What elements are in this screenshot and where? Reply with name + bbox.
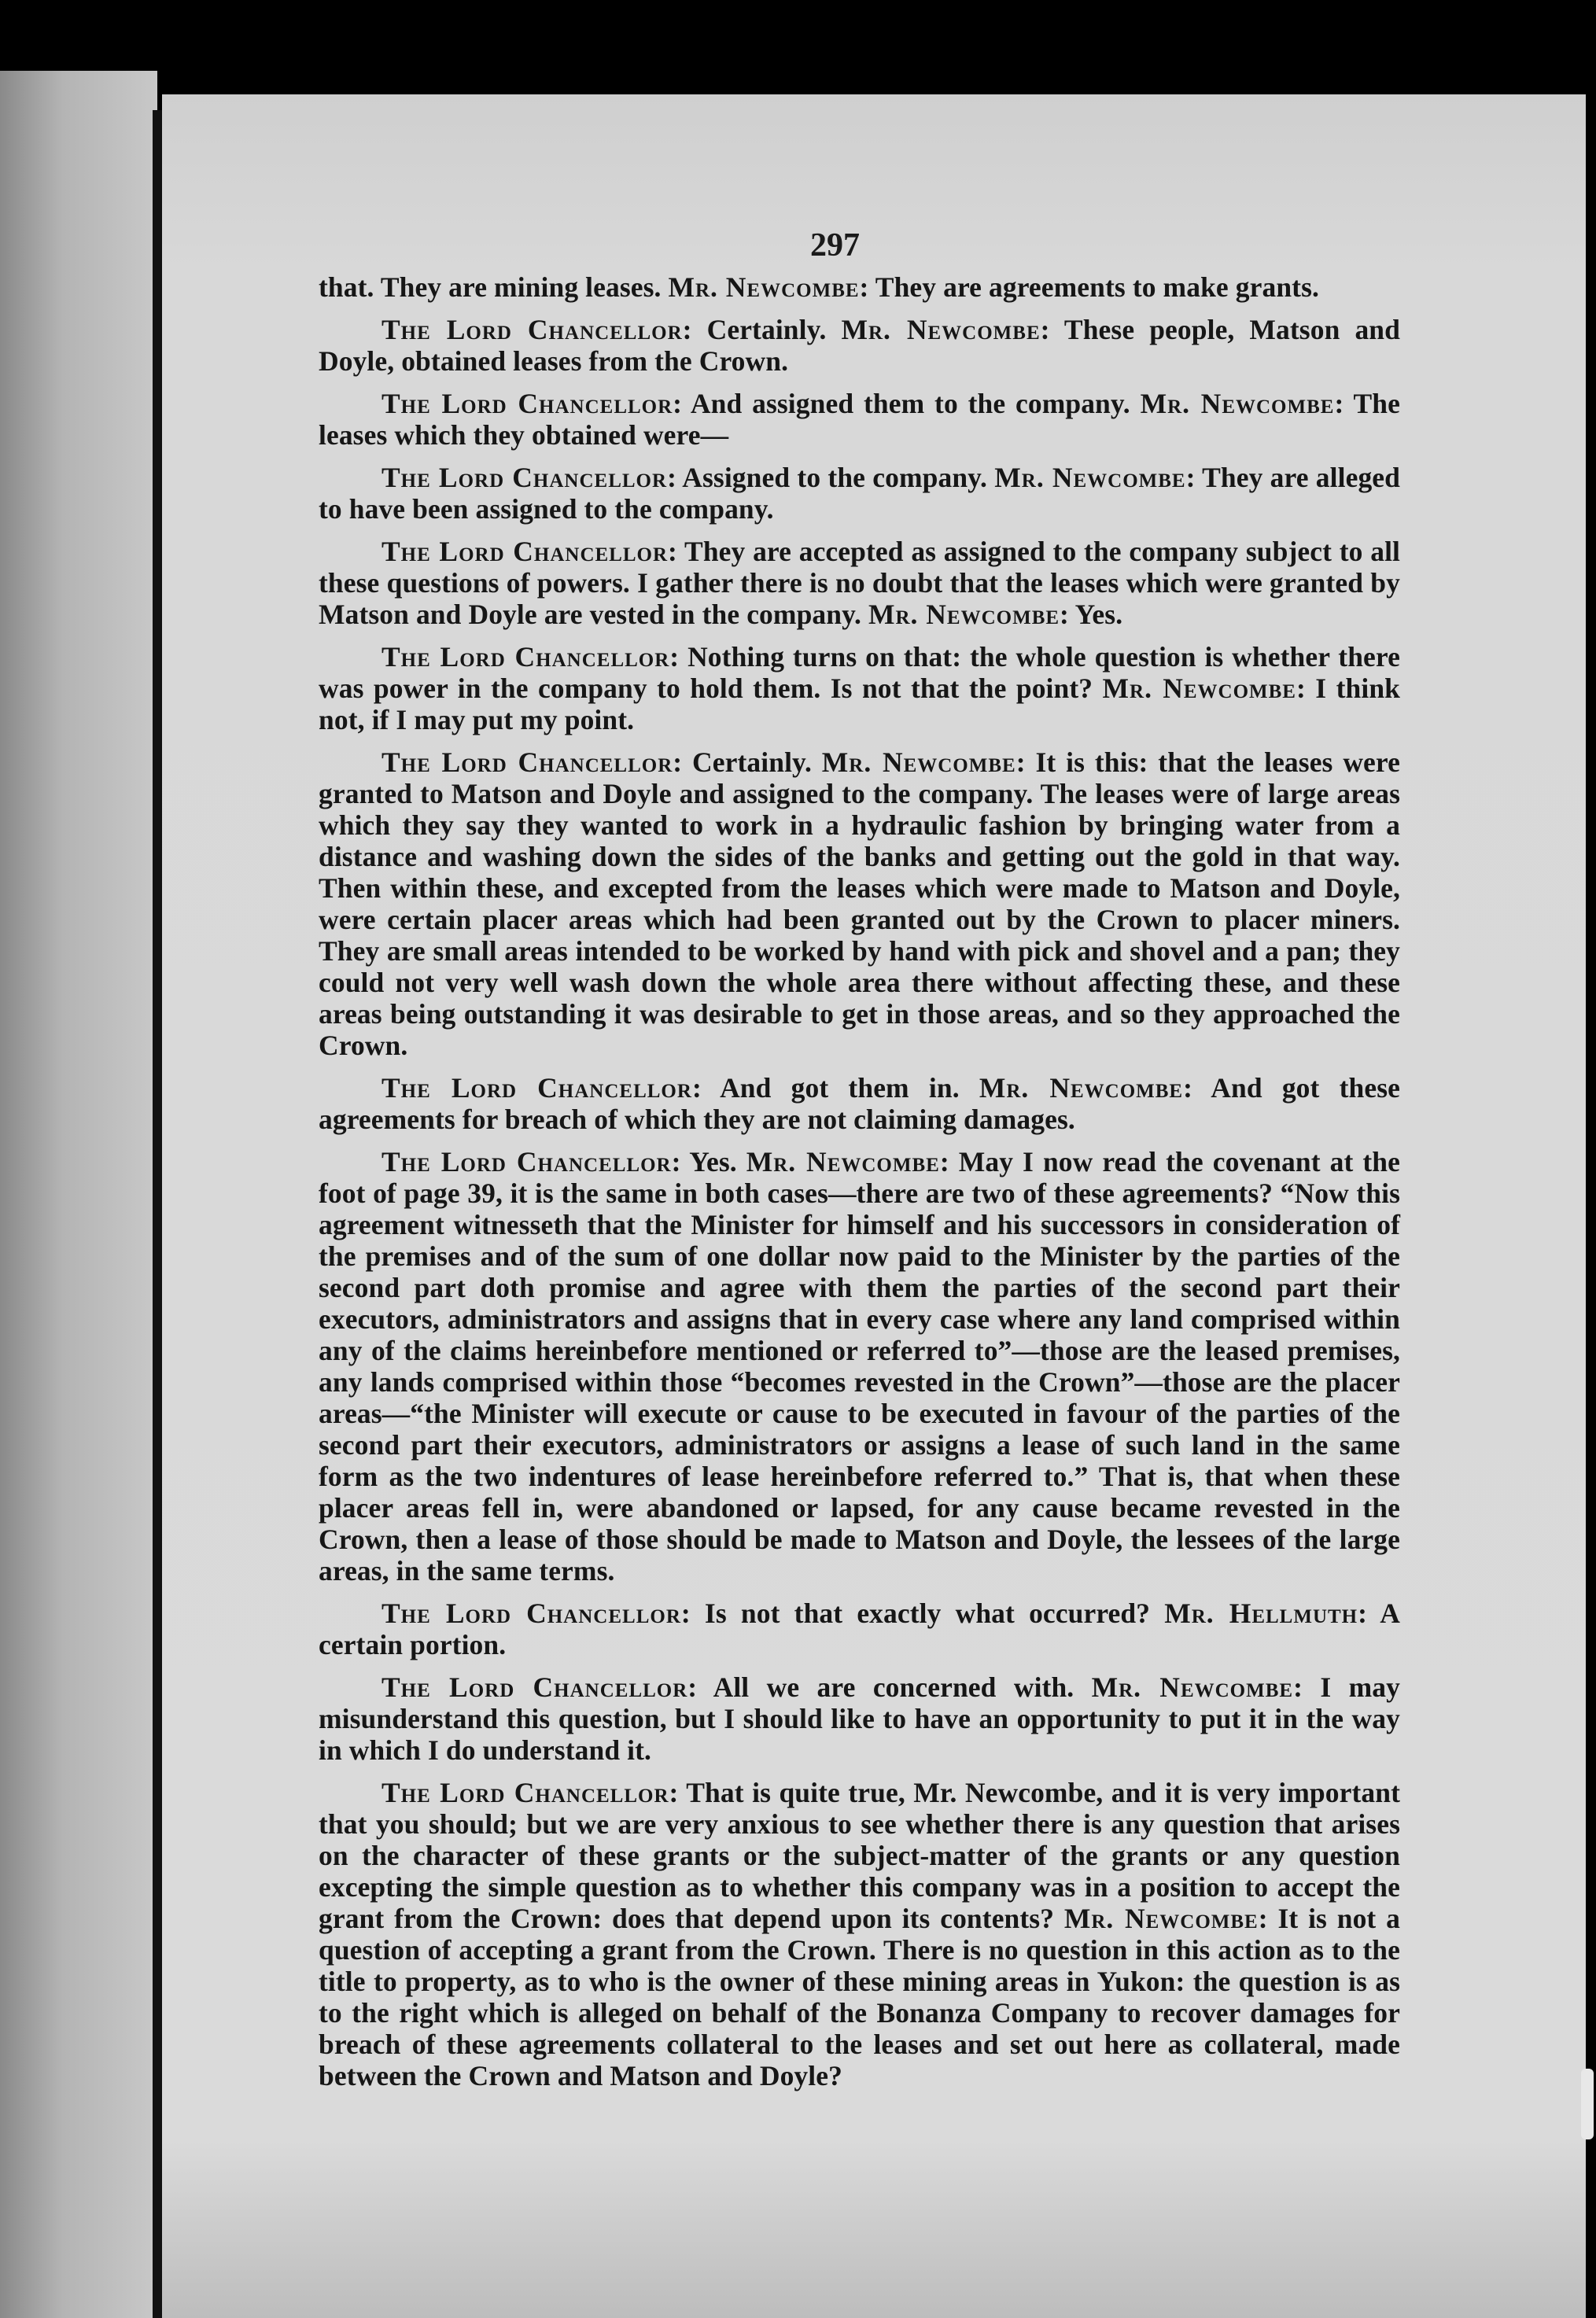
text-run: : And assigned them to the company. — [673, 388, 1141, 419]
paragraph — [319, 1777, 1400, 2091]
paragraph — [319, 536, 1400, 630]
speaker-name: Mr. Newcombe — [979, 1072, 1184, 1104]
speaker-name: The Lord Chancellor — [381, 1598, 681, 1629]
speaker-name: Mr. Newcombe — [746, 1146, 940, 1177]
speaker-name: The Lord Chancellor — [381, 388, 673, 419]
paragraph — [319, 1146, 1400, 1586]
text-run: : Certainly. — [673, 746, 822, 778]
speaker-name: Mr. Hellmuth — [1164, 1598, 1358, 1629]
text-run: : Certainly. — [682, 314, 842, 345]
speaker-name: Mr. Newcombe — [821, 746, 1016, 778]
speaker-name: The Lord Chancellor — [381, 1072, 692, 1104]
speaker-name: The Lord Chancellor — [381, 462, 668, 493]
speaker-name: Mr. Newcombe — [868, 599, 1060, 630]
text-run: : They are accepted as assigned to the company subject to all these questions of powers. I gather there is no doubt that the leases which were granted by Matson and Doyle are vested in the company. — [319, 536, 1400, 630]
speaker-name: Mr. Newcombe — [1091, 1671, 1294, 1703]
text-run: : They are alleged to have been assigned to the company. — [319, 462, 1400, 525]
page-number: 297 — [810, 227, 860, 263]
text-run: : And got these agreements for breach of which they are not claiming damages. — [319, 1072, 1400, 1135]
text-run: : All we are concerned with. — [687, 1671, 1092, 1703]
text-run: : It is not a question of accepting a grant from the Crown. There is no question in this action as to the title to property, as to who is the owner of these mining areas in Yukon: the question is as to the right which is alleged on behalf of the Bonanza Company to recover damages for breach of these agreements collateral to the leases and set out here as collateral, made between the Crown and Matson and Doyle? — [319, 1903, 1400, 2091]
paragraph — [319, 388, 1400, 451]
paragraph — [319, 1671, 1400, 1766]
binding-gutter — [153, 110, 162, 2318]
text-run: : That is quite true, Mr. Newcombe, and it is very important that you should; but we are very anxious to see whether there is any question that arises on the character of these grants or the subject-matter of the grants or any question excepting the simple question as to whether this company was in a position to accept the grant from the Crown: does that depend upon its contents? — [319, 1777, 1401, 1934]
text-run: : Assigned to the company. — [667, 462, 995, 493]
page-body — [319, 271, 1400, 2102]
speaker-name: The Lord Chancellor — [381, 1671, 688, 1703]
text-run: : I may misunderstand this question, but I should like to have an opportunity to put it in the way in which I do understand it. — [319, 1671, 1400, 1766]
speaker-name: Mr. Newcombe — [1140, 388, 1335, 419]
paragraph — [319, 1598, 1400, 1660]
speaker-name: Mr. Newcombe — [841, 314, 1041, 345]
speaker-name: The Lord Chancellor — [381, 314, 683, 345]
paragraph — [319, 314, 1400, 377]
speaker-name: Mr. Newcombe — [1063, 1903, 1259, 1934]
text-run: : It is this: that the leases were granted to Matson and Doyle and assigned to the company. The leases were of large areas which they say they wanted to work in a hydraulic fashion by bringing water from a distance and washing down the sides of the banks and getting out the gold in that way. Then within these, and excepted from the leases which were made to Matson and Doyle, were certain placer areas which had been granted out by the Crown to placer miners. They are small areas intended to be worked by hand with pick and shovel and a pan; they could not very well wash down the whole area there without affecting these, and these areas being outstanding it was desirable to get in those areas, and so they approached the Crown. — [319, 746, 1400, 1061]
paragraph — [319, 462, 1400, 525]
text-run: : I think not, if I may put my point. — [319, 673, 1401, 735]
text-run: : Is not that exactly what occurred? — [680, 1598, 1165, 1629]
speaker-name: The Lord Chancellor — [381, 641, 670, 673]
text-run: : The leases which they obtained were— — [319, 388, 1400, 451]
adjacent-page-edge — [0, 71, 157, 2318]
paragraph — [319, 641, 1400, 735]
paragraph — [319, 271, 1400, 303]
paragraph — [319, 1072, 1400, 1135]
text-run: : Yes. — [1060, 599, 1123, 630]
text-run: : These people, Matson and Doyle, obtained leases from the Crown. — [319, 314, 1400, 377]
speaker-name: The Lord Chancellor — [381, 1777, 669, 1808]
speaker-name: Mr. Newcombe — [1102, 673, 1296, 704]
speaker-name: Mr. Newcombe — [668, 271, 860, 303]
speaker-name: The Lord Chancellor — [381, 1146, 672, 1177]
text-run: : They are agreements to make grants. — [859, 271, 1319, 303]
speaker-name: Mr. Newcombe — [994, 462, 1186, 493]
paragraph — [319, 746, 1400, 1061]
text-run: : Yes. — [671, 1146, 746, 1177]
text-run: : Nothing turns on that: the whole question is whether there was power in the company to hold them. Is not that the point? — [319, 641, 1400, 704]
text-run: : A certain portion. — [319, 1598, 1400, 1660]
speaker-name: The Lord Chancellor — [381, 536, 669, 567]
text-run: : And got them in. — [691, 1072, 979, 1104]
scan-edge-mark — [1581, 2069, 1594, 2139]
speaker-name: The Lord Chancellor — [381, 746, 673, 778]
text-run: that. They are mining leases. — [319, 271, 669, 303]
text-run: : May I now read the covenant at the foot of page 39, it is the same in both cases—there are two of these agreements? “Now this agreement witnesseth that the Minister for himself and his successors in consideration of the premises and of the sum of one dollar now paid to the Minister by the parties of the second part doth promise and agree with them the parties of the second part their executors, administrators and assigns that in every case where any land comprised within any of the claims hereinbefore mentioned or referred to”—those are the leased premises, any lands comprised within those “becomes revested in the Crown”—those are the placer areas—“the Minister will execute or cause to be executed in favour of the parties of the second part their executors, administrators or assigns a lease of such land in the same form as the two indentures of lease hereinbefore referred to.” That is, that when these placer areas fell in, were abandoned or lapsed, for any cause became revested in the Crown, then a lease of those should be made to Matson and Doyle, the lessees of the large areas, in the same terms. — [319, 1146, 1400, 1586]
